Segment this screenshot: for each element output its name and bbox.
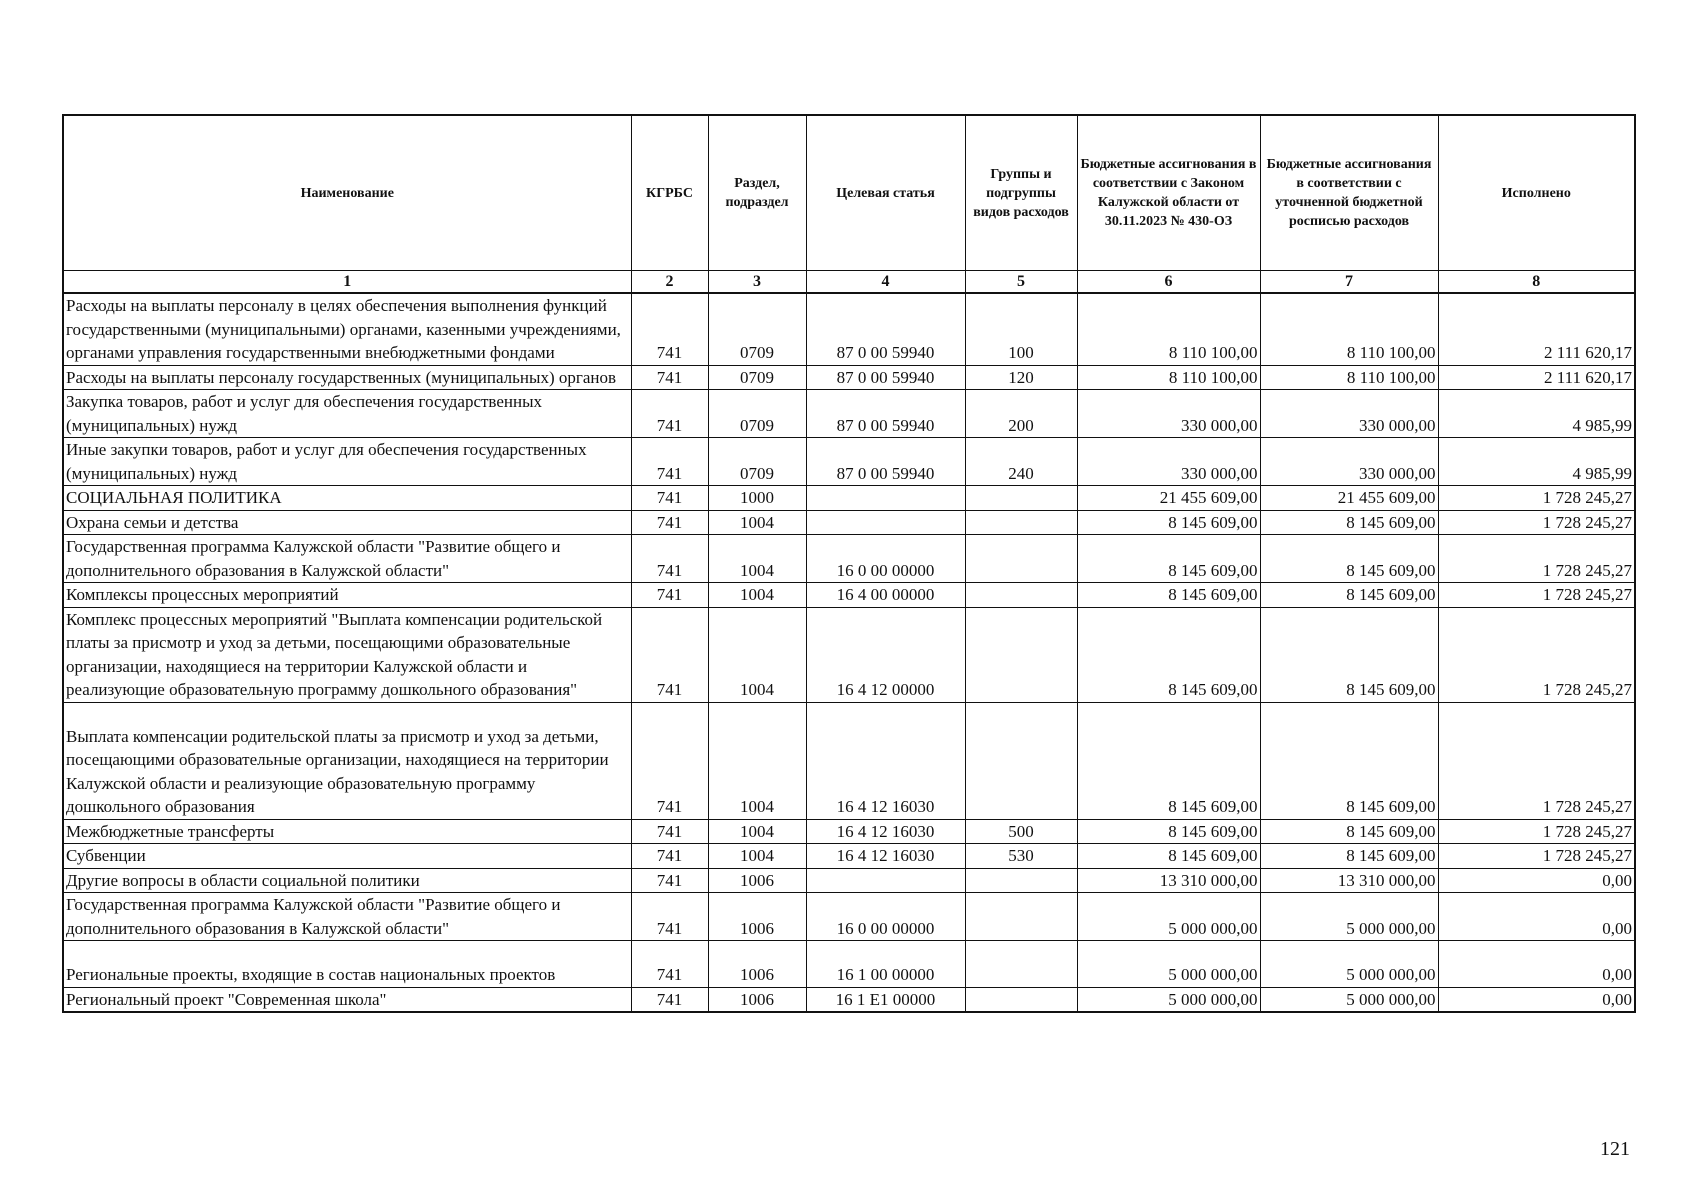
row-expense-group-cell: 530 xyxy=(965,844,1077,869)
row-razdel-cell: 1004 xyxy=(708,583,806,608)
row-executed-amount-cell: 0,00 xyxy=(1438,941,1635,988)
row-expense-group-cell xyxy=(965,941,1077,988)
row-law-amount-cell: 8 145 609,00 xyxy=(1077,607,1260,702)
row-expense-group-cell xyxy=(965,583,1077,608)
column-number: 1 xyxy=(63,271,631,294)
row-rospis-amount-cell: 8 145 609,00 xyxy=(1260,702,1438,819)
row-rospis-amount-cell: 8 145 609,00 xyxy=(1260,844,1438,869)
header-rospis-allocations: Бюджетные ассигнования в соответствии с уточненной бюджетной росписью расходов xyxy=(1260,115,1438,271)
row-kgrbs-cell: 741 xyxy=(631,583,708,608)
header-razdel: Раздел, подраздел xyxy=(708,115,806,271)
row-razdel-cell: 1000 xyxy=(708,486,806,511)
row-rospis-amount-cell: 5 000 000,00 xyxy=(1260,987,1438,1012)
table-row xyxy=(63,583,1635,608)
row-target-article-cell: 16 0 00 00000 xyxy=(806,893,965,941)
row-law-amount-cell: 5 000 000,00 xyxy=(1077,987,1260,1012)
budget-table xyxy=(62,114,1636,1013)
row-executed-amount-cell: 0,00 xyxy=(1438,893,1635,941)
row-kgrbs-cell: 741 xyxy=(631,390,708,438)
row-name-cell: Расходы на выплаты персоналу государственных (муниципальных) органов xyxy=(63,365,631,390)
row-rospis-amount-cell: 8 145 609,00 xyxy=(1260,535,1438,583)
row-rospis-amount-cell: 8 110 100,00 xyxy=(1260,293,1438,365)
row-law-amount-cell: 5 000 000,00 xyxy=(1077,941,1260,988)
table-row xyxy=(63,987,1635,1012)
row-kgrbs-cell: 741 xyxy=(631,702,708,819)
header-name: Наименование xyxy=(63,115,631,271)
table-row xyxy=(63,390,1635,438)
row-law-amount-cell: 8 145 609,00 xyxy=(1077,583,1260,608)
row-executed-amount-cell: 1 728 245,27 xyxy=(1438,819,1635,844)
row-expense-group-cell: 100 xyxy=(965,293,1077,365)
row-razdel-cell: 0709 xyxy=(708,365,806,390)
table-row xyxy=(63,486,1635,511)
row-razdel-cell: 1004 xyxy=(708,607,806,702)
row-name-cell: Межбюджетные трансферты xyxy=(63,819,631,844)
column-numbers-row xyxy=(63,271,1635,294)
column-number: 5 xyxy=(965,271,1077,294)
row-expense-group-cell: 240 xyxy=(965,438,1077,486)
row-executed-amount-cell: 2 111 620,17 xyxy=(1438,293,1635,365)
header-law-allocations: Бюджетные ассигнования в соответствии с Законом Калужской области от 30.11.2023 № 430-ОЗ xyxy=(1077,115,1260,271)
row-razdel-cell: 1006 xyxy=(708,987,806,1012)
row-rospis-amount-cell: 8 145 609,00 xyxy=(1260,819,1438,844)
page-number: 121 xyxy=(1600,1138,1630,1160)
column-number: 8 xyxy=(1438,271,1635,294)
header-target-article: Целевая статья xyxy=(806,115,965,271)
column-number: 4 xyxy=(806,271,965,294)
row-razdel-cell: 0709 xyxy=(708,293,806,365)
table-row xyxy=(63,293,1635,365)
table-row xyxy=(63,941,1635,988)
table-row xyxy=(63,868,1635,893)
column-number: 2 xyxy=(631,271,708,294)
row-law-amount-cell: 8 110 100,00 xyxy=(1077,293,1260,365)
row-name-cell: Региональные проекты, входящие в состав национальных проектов xyxy=(63,941,631,988)
row-kgrbs-cell: 741 xyxy=(631,535,708,583)
row-rospis-amount-cell: 8 145 609,00 xyxy=(1260,583,1438,608)
table-row xyxy=(63,365,1635,390)
row-target-article-cell xyxy=(806,486,965,511)
row-rospis-amount-cell: 8 145 609,00 xyxy=(1260,510,1438,535)
row-name-cell: Государственная программа Калужской области "Развитие общего и дополнительного образования в Калужской области" xyxy=(63,535,631,583)
row-target-article-cell: 16 1 00 00000 xyxy=(806,941,965,988)
row-razdel-cell: 1004 xyxy=(708,535,806,583)
row-target-article-cell: 87 0 00 59940 xyxy=(806,293,965,365)
row-law-amount-cell: 8 145 609,00 xyxy=(1077,844,1260,869)
row-name-cell: Комплекс процессных мероприятий "Выплата компенсации родительской платы за присмотр и уход за детьми, посещающими образовательные организации, находящиеся на территории Калужской области и реализующие образовательную программу дошкольного образования" xyxy=(63,607,631,702)
table-row xyxy=(63,607,1635,702)
row-target-article-cell xyxy=(806,510,965,535)
row-target-article-cell: 16 4 12 16030 xyxy=(806,844,965,869)
row-target-article-cell xyxy=(806,868,965,893)
row-law-amount-cell: 330 000,00 xyxy=(1077,390,1260,438)
row-name-cell: Государственная программа Калужской области "Развитие общего и дополнительного образования в Калужской области" xyxy=(63,893,631,941)
row-razdel-cell: 1006 xyxy=(708,868,806,893)
row-kgrbs-cell: 741 xyxy=(631,510,708,535)
row-name-cell: Другие вопросы в области социальной политики xyxy=(63,868,631,893)
table-row xyxy=(63,535,1635,583)
row-kgrbs-cell: 741 xyxy=(631,607,708,702)
table-header-row xyxy=(63,115,1635,271)
table-row xyxy=(63,438,1635,486)
budget-table-sheet xyxy=(62,114,1634,1013)
row-kgrbs-cell: 741 xyxy=(631,293,708,365)
row-expense-group-cell xyxy=(965,535,1077,583)
row-kgrbs-cell: 741 xyxy=(631,987,708,1012)
row-executed-amount-cell: 1 728 245,27 xyxy=(1438,510,1635,535)
row-expense-group-cell: 120 xyxy=(965,365,1077,390)
row-law-amount-cell: 13 310 000,00 xyxy=(1077,868,1260,893)
column-number: 6 xyxy=(1077,271,1260,294)
row-expense-group-cell: 500 xyxy=(965,819,1077,844)
column-number: 7 xyxy=(1260,271,1438,294)
row-executed-amount-cell: 1 728 245,27 xyxy=(1438,607,1635,702)
row-executed-amount-cell: 1 728 245,27 xyxy=(1438,702,1635,819)
row-executed-amount-cell: 0,00 xyxy=(1438,987,1635,1012)
row-law-amount-cell: 21 455 609,00 xyxy=(1077,486,1260,511)
row-kgrbs-cell: 741 xyxy=(631,819,708,844)
row-kgrbs-cell: 741 xyxy=(631,941,708,988)
row-executed-amount-cell: 4 985,99 xyxy=(1438,438,1635,486)
row-target-article-cell: 16 4 00 00000 xyxy=(806,583,965,608)
row-law-amount-cell: 8 145 609,00 xyxy=(1077,702,1260,819)
row-name-cell: Субвенции xyxy=(63,844,631,869)
row-name-cell: СОЦИАЛЬНАЯ ПОЛИТИКА xyxy=(63,486,631,511)
row-rospis-amount-cell: 330 000,00 xyxy=(1260,390,1438,438)
row-kgrbs-cell: 741 xyxy=(631,438,708,486)
row-kgrbs-cell: 741 xyxy=(631,868,708,893)
row-executed-amount-cell: 1 728 245,27 xyxy=(1438,535,1635,583)
row-target-article-cell: 16 4 12 16030 xyxy=(806,702,965,819)
row-law-amount-cell: 330 000,00 xyxy=(1077,438,1260,486)
table-row xyxy=(63,702,1635,819)
row-expense-group-cell xyxy=(965,607,1077,702)
row-target-article-cell: 87 0 00 59940 xyxy=(806,438,965,486)
row-expense-group-cell xyxy=(965,702,1077,819)
row-name-cell: Расходы на выплаты персоналу в целях обеспечения выполнения функций государственными (муниципальными) органами, казенными учреждениями, органами управления государственными внебюджетными фондами xyxy=(63,293,631,365)
row-razdel-cell: 0709 xyxy=(708,390,806,438)
row-name-cell: Выплата компенсации родительской платы за присмотр и уход за детьми, посещающими образовательные организации, находящиеся на территории Калужской области и реализующие образовательную программу дошкольного образования xyxy=(63,702,631,819)
row-rospis-amount-cell: 8 110 100,00 xyxy=(1260,365,1438,390)
header-expense-groups: Группы и подгруппы видов расходов xyxy=(965,115,1077,271)
row-target-article-cell: 16 4 12 16030 xyxy=(806,819,965,844)
row-law-amount-cell: 8 145 609,00 xyxy=(1077,510,1260,535)
row-name-cell: Региональный проект "Современная школа" xyxy=(63,987,631,1012)
row-rospis-amount-cell: 8 145 609,00 xyxy=(1260,607,1438,702)
table-body xyxy=(63,293,1635,1012)
column-number: 3 xyxy=(708,271,806,294)
row-target-article-cell: 87 0 00 59940 xyxy=(806,365,965,390)
row-rospis-amount-cell: 21 455 609,00 xyxy=(1260,486,1438,511)
row-razdel-cell: 1004 xyxy=(708,819,806,844)
row-target-article-cell: 16 4 12 00000 xyxy=(806,607,965,702)
row-rospis-amount-cell: 13 310 000,00 xyxy=(1260,868,1438,893)
row-executed-amount-cell: 1 728 245,27 xyxy=(1438,583,1635,608)
row-name-cell: Закупка товаров, работ и услуг для обеспечения государственных (муниципальных) нужд xyxy=(63,390,631,438)
row-law-amount-cell: 8 145 609,00 xyxy=(1077,535,1260,583)
row-name-cell: Иные закупки товаров, работ и услуг для обеспечения государственных (муниципальных) нужд xyxy=(63,438,631,486)
row-rospis-amount-cell: 5 000 000,00 xyxy=(1260,893,1438,941)
row-expense-group-cell xyxy=(965,987,1077,1012)
row-expense-group-cell: 200 xyxy=(965,390,1077,438)
row-kgrbs-cell: 741 xyxy=(631,893,708,941)
row-rospis-amount-cell: 330 000,00 xyxy=(1260,438,1438,486)
row-executed-amount-cell: 4 985,99 xyxy=(1438,390,1635,438)
table-row xyxy=(63,819,1635,844)
row-target-article-cell: 16 1 E1 00000 xyxy=(806,987,965,1012)
row-target-article-cell: 87 0 00 59940 xyxy=(806,390,965,438)
row-name-cell: Комплексы процессных мероприятий xyxy=(63,583,631,608)
row-target-article-cell: 16 0 00 00000 xyxy=(806,535,965,583)
row-expense-group-cell xyxy=(965,510,1077,535)
row-rospis-amount-cell: 5 000 000,00 xyxy=(1260,941,1438,988)
table-row xyxy=(63,893,1635,941)
row-law-amount-cell: 8 110 100,00 xyxy=(1077,365,1260,390)
row-razdel-cell: 1004 xyxy=(708,702,806,819)
row-kgrbs-cell: 741 xyxy=(631,486,708,511)
row-law-amount-cell: 5 000 000,00 xyxy=(1077,893,1260,941)
row-razdel-cell: 0709 xyxy=(708,438,806,486)
header-executed: Исполнено xyxy=(1438,115,1635,271)
row-name-cell: Охрана семьи и детства xyxy=(63,510,631,535)
row-razdel-cell: 1006 xyxy=(708,893,806,941)
row-kgrbs-cell: 741 xyxy=(631,844,708,869)
row-expense-group-cell xyxy=(965,893,1077,941)
table-row xyxy=(63,844,1635,869)
header-kgrbs: КГРБС xyxy=(631,115,708,271)
row-executed-amount-cell: 0,00 xyxy=(1438,868,1635,893)
row-executed-amount-cell: 1 728 245,27 xyxy=(1438,486,1635,511)
row-razdel-cell: 1004 xyxy=(708,510,806,535)
row-kgrbs-cell: 741 xyxy=(631,365,708,390)
row-razdel-cell: 1004 xyxy=(708,844,806,869)
table-row xyxy=(63,510,1635,535)
row-expense-group-cell xyxy=(965,486,1077,511)
row-law-amount-cell: 8 145 609,00 xyxy=(1077,819,1260,844)
row-expense-group-cell xyxy=(965,868,1077,893)
row-executed-amount-cell: 1 728 245,27 xyxy=(1438,844,1635,869)
row-executed-amount-cell: 2 111 620,17 xyxy=(1438,365,1635,390)
row-razdel-cell: 1006 xyxy=(708,941,806,988)
